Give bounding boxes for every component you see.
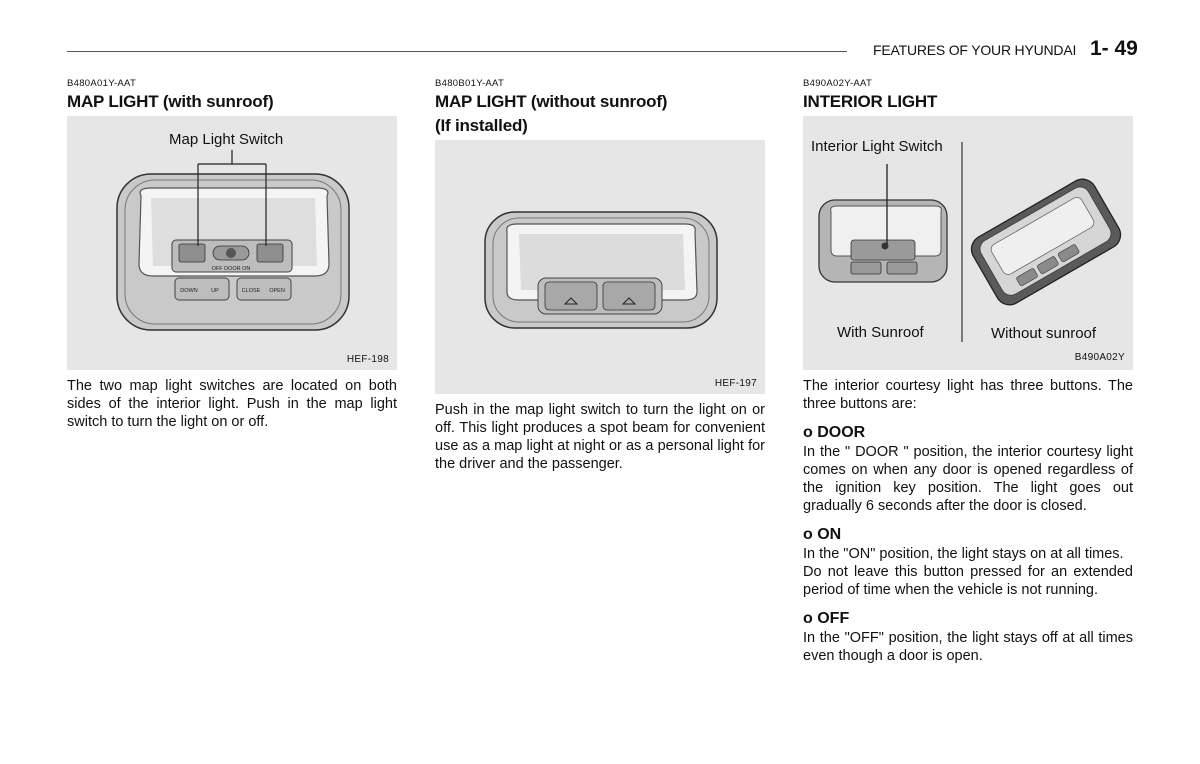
item-on-text: In the "ON" position, the light stays on at all times. (803, 546, 1124, 562)
item-door-text: In the " DOOR " position, the interior courtesy light comes on when any door is opened regardless of the ignition key position. The light goes out gradually 6 seconds after the door is closed. (803, 444, 1133, 514)
figure-map-light-no-sunroof (435, 140, 765, 394)
figure-label: Interior Light Switch (811, 138, 943, 155)
item-on-warning: Do not leave this button pressed for an extended period of time when the vehicle is not running. (803, 564, 1133, 598)
figure-interior-light (803, 116, 1133, 370)
section-code: B480B01Y-AAT (435, 78, 505, 89)
section-subtitle: (If installed) (435, 116, 528, 135)
sunroof-button-label: OPEN (269, 288, 285, 294)
item-on-title: o ON (803, 526, 842, 543)
item-off-text: In the "OFF" position, the light stays off at all times even though a door is open. (803, 630, 1133, 664)
switch-position-text: OFF DOOR ON (211, 266, 251, 272)
map-light-no-sunroof-drawing (435, 140, 765, 394)
section-interior-light (803, 78, 1133, 665)
section-map-light-no-sunroof (435, 78, 765, 473)
figure-code: HEF-198 (346, 354, 389, 365)
figure-map-light-sunroof (67, 116, 397, 370)
item-off-title: o OFF (803, 610, 850, 627)
section-title: MAP LIGHT (without sunroof) (435, 92, 668, 111)
page-number: 1- 49 (1090, 37, 1138, 60)
section-body: The two map light switches are located on both sides of the interior light. Push in the map light switch to turn the light on or off. (67, 378, 397, 430)
figure-label: Map Light Switch (169, 131, 284, 148)
sunroof-button-label: UP (211, 288, 219, 294)
figure-code: B490A02Y (1074, 352, 1125, 363)
map-light-sunroof-drawing (67, 116, 397, 370)
figure-caption-without-sunroof: Without sunroof (991, 325, 1097, 342)
section-intro: The interior courtesy light has three buttons. The three buttons are: (803, 378, 1133, 412)
section-title: INTERIOR LIGHT (803, 92, 938, 111)
figure-caption-with-sunroof: With Sunroof (837, 324, 924, 341)
section-title: MAP LIGHT (with sunroof) (67, 92, 274, 111)
item-door-title: o DOOR (803, 424, 866, 441)
section-code: B480A01Y-AAT (67, 78, 137, 89)
header-rule (67, 51, 847, 52)
sunroof-button-label: CLOSE (241, 288, 261, 294)
running-header: FEATURES OF YOUR HYUNDAI (873, 42, 1077, 58)
sunroof-button-label: DOWN (180, 288, 198, 294)
figure-code: HEF-197 (714, 378, 757, 389)
section-map-light-sunroof (67, 78, 397, 431)
section-code: B490A02Y-AAT (803, 78, 873, 89)
section-body: Push in the map light switch to turn the light on or off. This light produces a spot beam for convenient use as a map light at night or as a personal light for the driver and the passenger. (435, 402, 765, 472)
